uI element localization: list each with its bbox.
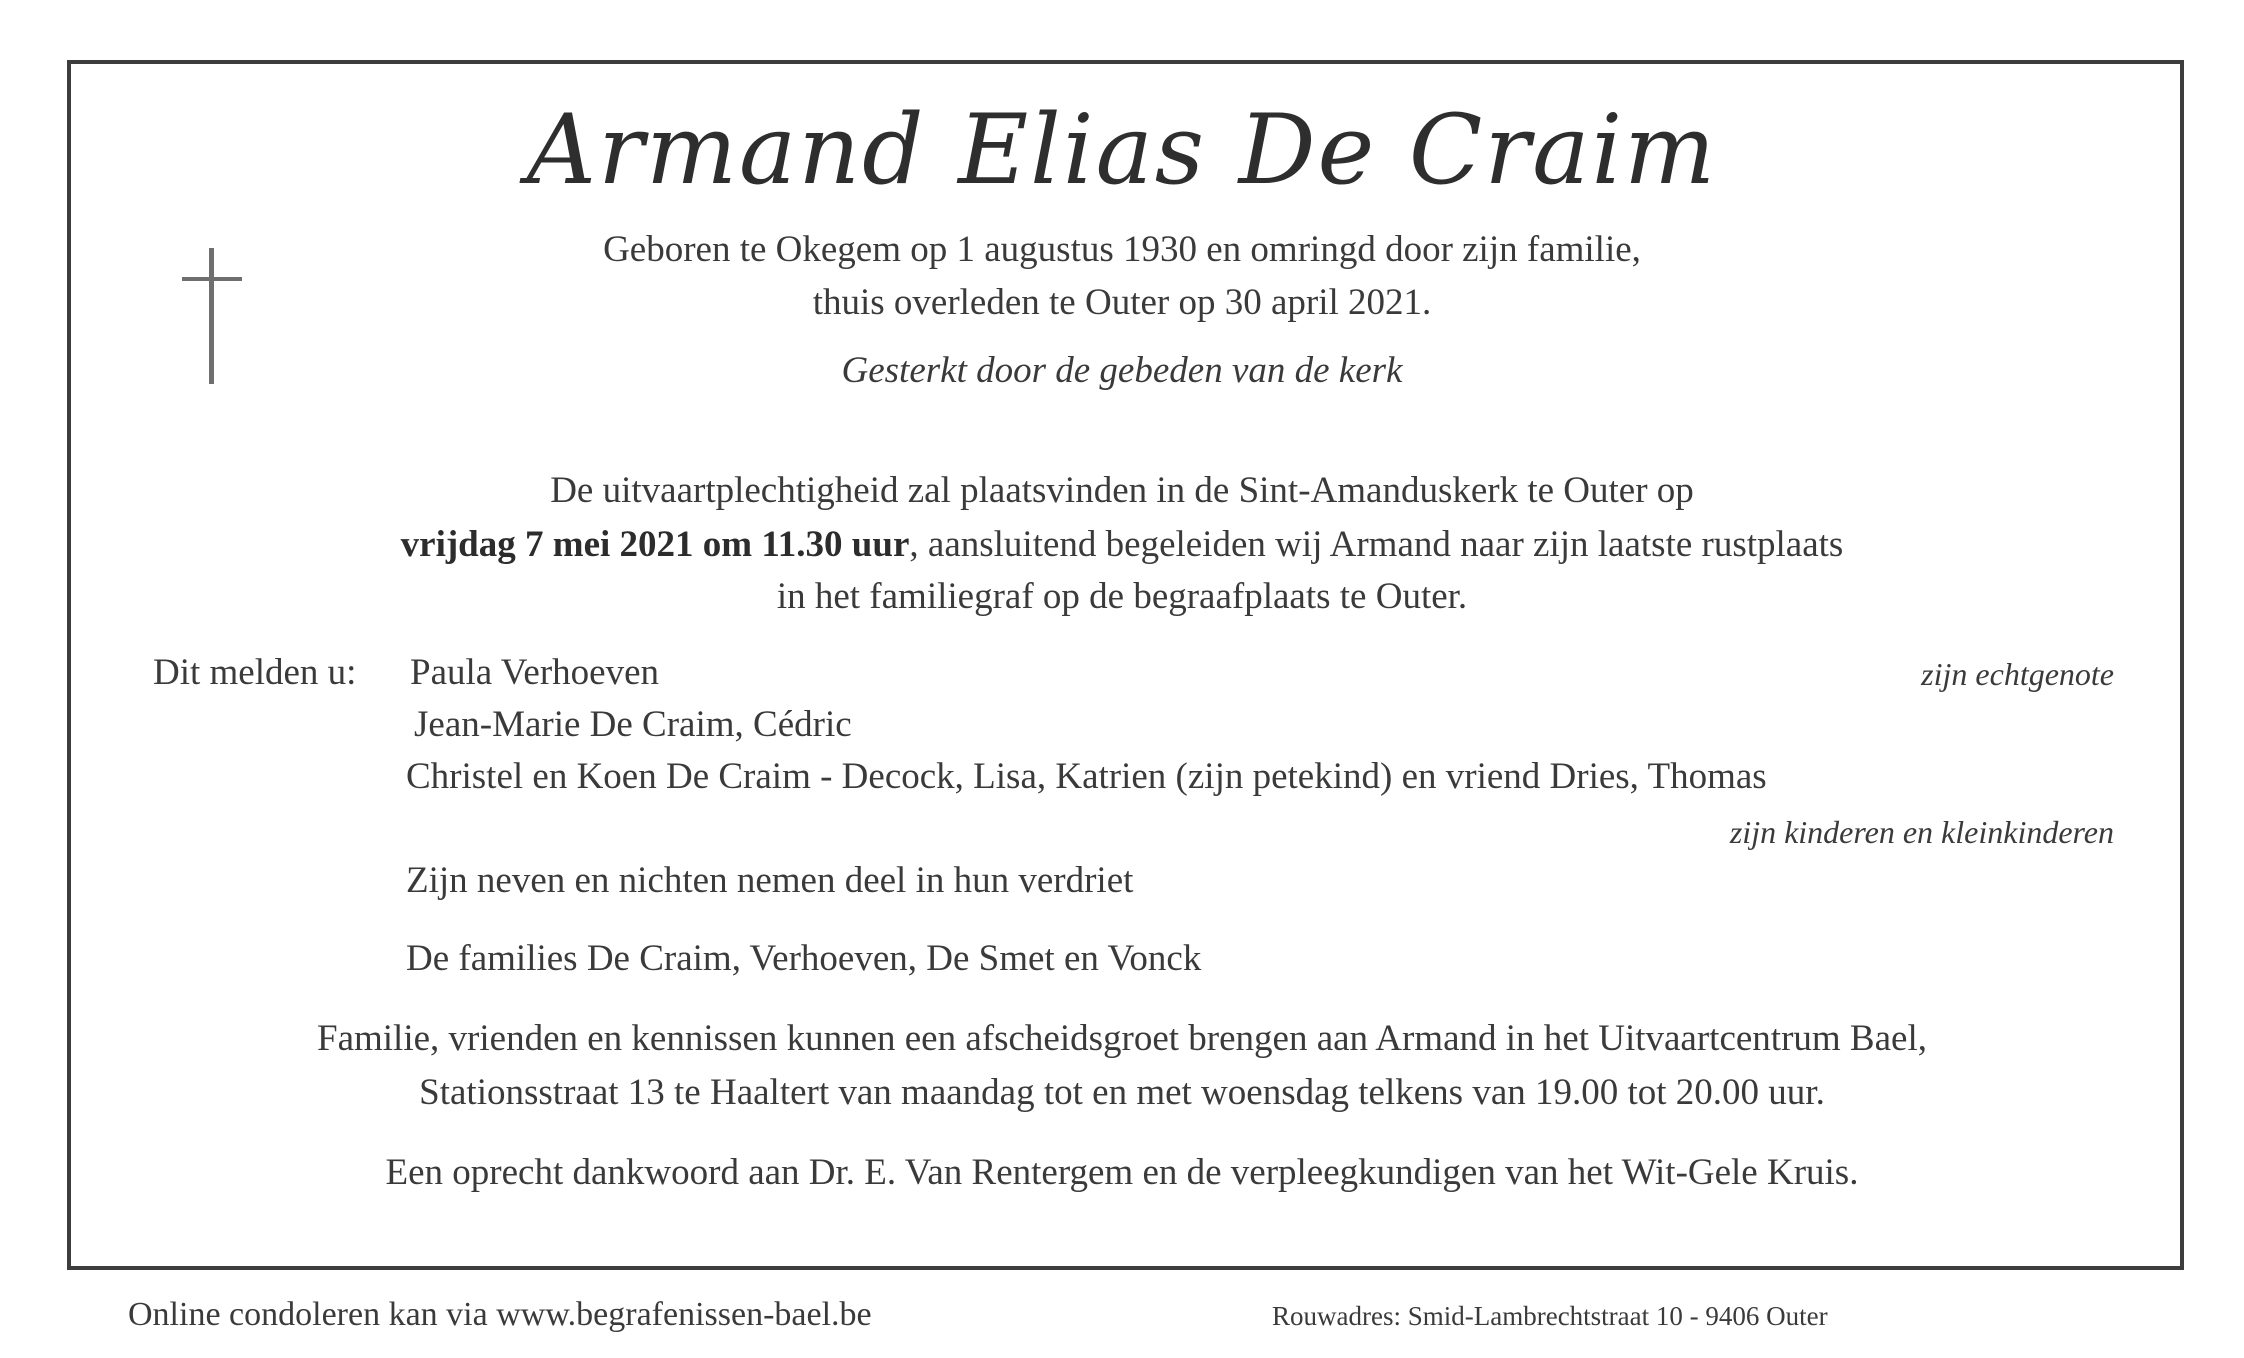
visitation-line-1: Familie, vrienden en kennissen kunnen een afscheidsgroet brengen aan Armand in het Uitvaartcentrum Bael, [317, 1018, 1927, 1059]
funeral-line-3: in het familiegraf op de begraafplaats te Outer. [776, 576, 1468, 617]
children-relation: zijn kinderen en kleinkinderen [1729, 814, 2114, 850]
deceased-name: Armand Elias De Craim [526, 94, 1718, 206]
child-line-1: Jean-Marie De Craim, Cédric [414, 704, 852, 745]
funeral-date: vrijdag 7 mei 2021 om 11.30 uur [400, 524, 910, 565]
spouse-relation: zijn echtgenote [1921, 656, 2114, 692]
families-line: De families De Craim, Verhoeven, De Smet en Vonck [406, 938, 1202, 979]
online-condolence-text: Online condoleren kan via www.begrafenissen-bael.be [128, 1296, 872, 1333]
birth-line-1: Geboren te Okegem op 1 augustus 1930 en omringd door zijn familie, [603, 229, 1641, 270]
blessing-text: Gesterkt door de gebeden van de kerk [841, 350, 1403, 391]
announcers-intro: Dit melden u: [153, 652, 357, 693]
funeral-line-2 [0, 520, 2244, 570]
child-line-2: Christel en Koen De Craim - Decock, Lisa, Katrien (zijn petekind) en vriend Dries, Thomas [406, 756, 1767, 797]
nephews-line: Zijn neven en nichten nemen deel in hun verdriet [406, 860, 1134, 901]
funeral-line-2-rest: , aansluitend begeleiden wij Armand naar zijn laatste rustplaats [909, 524, 1844, 565]
spouse-name: Paula Verhoeven [410, 652, 659, 693]
birth-line-2: thuis overleden te Outer op 30 april 2021. [812, 282, 1432, 323]
thanks-line: Een oprecht dankwoord aan Dr. E. Van Rentergem en de verpleegkundigen van het Wit-Gele Kruis. [385, 1152, 1859, 1193]
visitation-line-2: Stationsstraat 13 te Haaltert van maandag tot en met woensdag telkens van 19.00 tot 20.00 uur. [419, 1072, 1825, 1113]
mourning-address: Rouwadres: Smid-Lambrechtstraat 10 - 9406 Outer [1272, 1301, 1828, 1331]
funeral-line-1: De uitvaartplechtigheid zal plaatsvinden in de Sint-Amanduskerk te Outer op [550, 470, 1694, 511]
